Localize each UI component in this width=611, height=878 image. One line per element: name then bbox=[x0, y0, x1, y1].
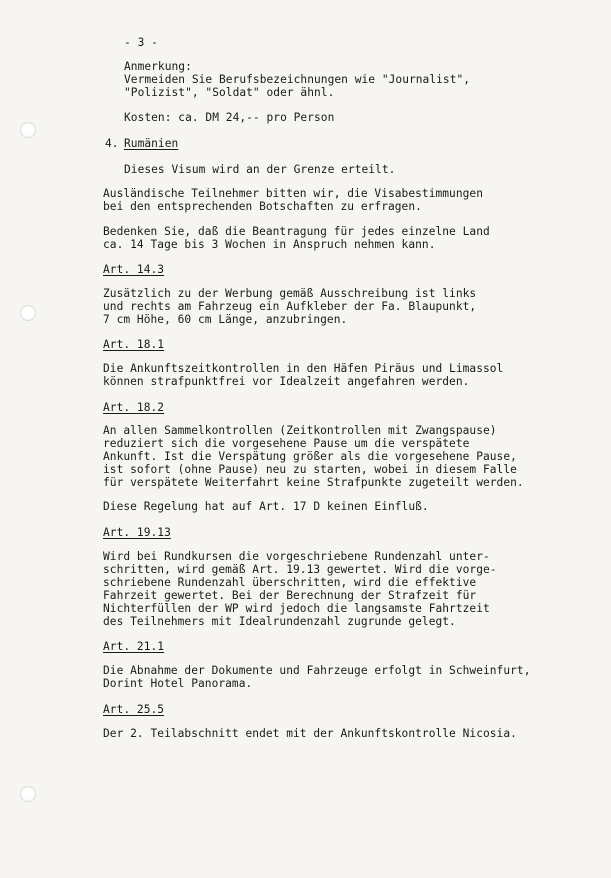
paragraph-line: schritten, wird gemäß Art. 19.13 gewertet. Wird die vorge- bbox=[103, 563, 497, 576]
article-heading: Art. 18.2 bbox=[103, 401, 165, 414]
paragraph-line: Zusätzlich zu der Werbung gemäß Ausschreibung ist links bbox=[103, 287, 477, 300]
paragraph-line: ca. 14 Tage bis 3 Wochen in Anspruch nehmen kann. bbox=[103, 238, 436, 251]
paragraph-line: Dorint Hotel Panorama. bbox=[103, 677, 253, 690]
paragraph-line: schriebene Rundenzahl überschritten, wird die effektive bbox=[103, 576, 477, 589]
paragraph-line: Die Abnahme der Dokumente und Fahrzeuge erfolgt in Schweinfurt, bbox=[103, 664, 531, 677]
paragraph-line: ist sofort (ohne Pause) neu zu starten, wobei in diesem Falle bbox=[103, 463, 517, 476]
punch-hole-top bbox=[20, 122, 36, 138]
article-heading: Art. 25.5 bbox=[103, 703, 165, 716]
paragraph-line: für verspätete Weiterfahrt keine Strafpunkte zugeteilt werden. bbox=[103, 476, 524, 489]
punch-hole-middle bbox=[20, 305, 36, 321]
note-line: Vermeiden Sie Berufsbezeichnungen wie "Journalist", bbox=[124, 73, 471, 86]
paragraph-line: 7 cm Höhe, 60 cm Länge, anzubringen. bbox=[103, 313, 348, 326]
paragraph-line: Diese Regelung hat auf Art. 17 D keinen Einfluß. bbox=[103, 500, 429, 513]
punch-hole-bottom bbox=[20, 786, 36, 802]
paragraph-line: Dieses Visum wird an der Grenze erteilt. bbox=[124, 163, 396, 176]
paragraph-line: Ankunft. Ist die Verspätung größer als die vorgesehene Pause, bbox=[103, 450, 517, 463]
paragraph-line: Ausländische Teilnehmer bitten wir, die Visabestimmungen bbox=[103, 187, 483, 200]
paragraph-line: Nichterfüllen der WP wird jedoch die langsamste Fahrtzeit bbox=[103, 602, 490, 615]
paragraph-line: Die Ankunftszeitkontrollen in den Häfen Piräus und Limassol bbox=[103, 362, 504, 375]
paragraph-line: Der 2. Teilabschnitt endet mit der Ankunftskontrolle Nicosia. bbox=[103, 727, 517, 740]
paragraph-line: Fahrzeit gewertet. Bei der Berechnung der Strafzeit für bbox=[103, 589, 477, 602]
note-line: "Polizist", "Soldat" oder ähnl. bbox=[124, 86, 335, 99]
article-heading: Art. 21.1 bbox=[103, 640, 165, 653]
section-number: 4. bbox=[105, 137, 119, 150]
paragraph-line: Bedenken Sie, daß die Beantragung für jedes einzelne Land bbox=[103, 225, 490, 238]
note-label: Anmerkung: bbox=[124, 60, 192, 73]
article-heading: Art. 19.13 bbox=[103, 526, 171, 539]
article-heading: Art. 18.1 bbox=[103, 338, 165, 351]
page-number: - 3 - bbox=[124, 36, 158, 49]
paragraph-line: des Teilnehmers mit Idealrundenzahl zugrunde gelegt. bbox=[103, 615, 456, 628]
cost-line: Kosten: ca. DM 24,-- pro Person bbox=[124, 111, 335, 124]
paragraph-line: Wird bei Rundkursen die vorgeschriebene Rundenzahl unter- bbox=[103, 550, 490, 563]
paragraph-line: reduziert sich die vorgesehene Pause um die verspätete bbox=[103, 437, 470, 450]
paragraph-line: An allen Sammelkontrollen (Zeitkontrollen mit Zwangspause) bbox=[103, 424, 497, 437]
section-heading: Rumänien bbox=[124, 137, 179, 150]
paragraph-line: können strafpunktfrei vor Idealzeit angefahren werden. bbox=[103, 375, 470, 388]
paragraph-line: und rechts am Fahrzeug ein Aufkleber der Fa. Blaupunkt, bbox=[103, 300, 477, 313]
paragraph-line: bei den entsprechenden Botschaften zu erfragen. bbox=[103, 200, 422, 213]
article-heading: Art. 14.3 bbox=[103, 263, 165, 276]
